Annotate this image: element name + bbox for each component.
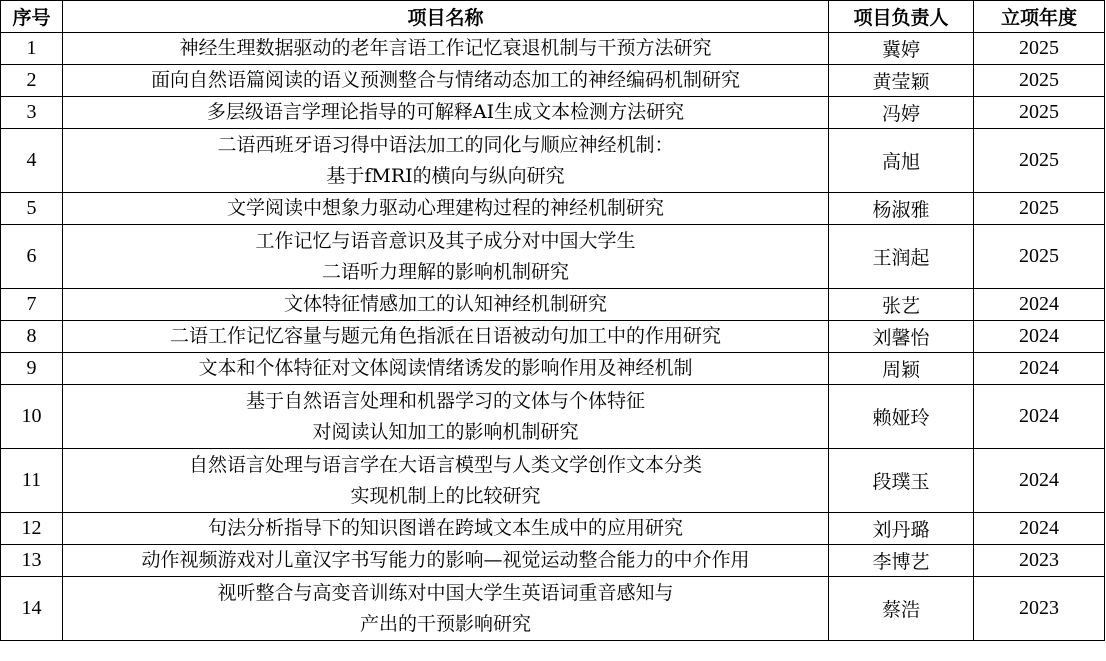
project-title-line: 神经生理数据驱动的老年言语工作记忆衰退机制与干预方法研究 bbox=[179, 37, 712, 59]
table-row bbox=[1, 129, 1105, 193]
table-row bbox=[1, 225, 1105, 289]
project-title-line: 工作记忆与语音意识及其子成分对中国大学生 bbox=[255, 229, 636, 252]
project-title bbox=[63, 193, 829, 225]
project-leader: 张艺 bbox=[829, 289, 974, 321]
project-title-line: 视听整合与高变音训练对中国大学生英语词重音感知与 bbox=[217, 581, 674, 604]
project-title bbox=[63, 289, 829, 321]
project-leader: 黄莹颖 bbox=[829, 65, 974, 97]
table-row bbox=[1, 65, 1105, 97]
table-row bbox=[1, 33, 1105, 65]
header-title: 项目名称 bbox=[63, 1, 829, 33]
project-year: 2024 bbox=[974, 353, 1105, 385]
project-title-line: 多层级语言学理论指导的可解释AI生成文本检测方法研究 bbox=[206, 101, 685, 123]
project-title-line: 二语听力理解的影响机制研究 bbox=[321, 260, 569, 283]
project-title-line: 面向自然语篇阅读的语义预测整合与情绪动态加工的神经编码机制研究 bbox=[150, 69, 740, 91]
project-year: 2023 bbox=[974, 577, 1105, 641]
project-title bbox=[63, 97, 829, 129]
row-number: 4 bbox=[1, 129, 63, 193]
project-year: 2025 bbox=[974, 33, 1105, 65]
project-title-line: 文本和个体特征对文体阅读情绪诱发的影响作用及神经机制 bbox=[198, 357, 693, 379]
project-title-line: 实现机制上的比较研究 bbox=[350, 484, 541, 507]
project-leader: 周颖 bbox=[829, 353, 974, 385]
project-leader: 杨淑雅 bbox=[829, 193, 974, 225]
row-number: 13 bbox=[1, 545, 63, 577]
row-number: 1 bbox=[1, 33, 63, 65]
project-year: 2025 bbox=[974, 97, 1105, 129]
project-title-line: 自然语言处理与语言学在大语言模型与人类文学创作文本分类 bbox=[188, 453, 702, 476]
project-title-line: 对阅读认知加工的影响机制研究 bbox=[312, 420, 579, 443]
table-row bbox=[1, 545, 1105, 577]
row-number: 11 bbox=[1, 449, 63, 513]
table-row bbox=[1, 449, 1105, 513]
project-year: 2024 bbox=[974, 513, 1105, 545]
project-leader: 刘馨怡 bbox=[829, 321, 974, 353]
project-leader: 刘丹璐 bbox=[829, 513, 974, 545]
project-leader: 蔡浩 bbox=[829, 577, 974, 641]
project-year: 2024 bbox=[974, 385, 1105, 449]
row-number: 8 bbox=[1, 321, 63, 353]
project-title-line: 二语西班牙语习得中语法加工的同化与顺应神经机制： bbox=[217, 133, 674, 156]
project-leader: 赖娅玲 bbox=[829, 385, 974, 449]
row-number: 12 bbox=[1, 513, 63, 545]
project-title bbox=[63, 513, 829, 545]
project-title bbox=[63, 353, 829, 385]
project-title bbox=[63, 129, 829, 193]
project-title bbox=[63, 577, 829, 641]
project-year: 2024 bbox=[974, 289, 1105, 321]
table-body bbox=[1, 33, 1105, 641]
project-year: 2025 bbox=[974, 193, 1105, 225]
table-row bbox=[1, 577, 1105, 641]
header-num: 序号 bbox=[1, 1, 63, 33]
project-year: 2023 bbox=[974, 545, 1105, 577]
row-number: 5 bbox=[1, 193, 63, 225]
row-number: 2 bbox=[1, 65, 63, 97]
row-number: 9 bbox=[1, 353, 63, 385]
project-title-line: 基于fMRI的横向与纵向研究 bbox=[326, 164, 565, 187]
project-leader: 李博艺 bbox=[829, 545, 974, 577]
header-year: 立项年度 bbox=[974, 1, 1105, 33]
project-title-line: 基于自然语言处理和机器学习的文体与个体特征 bbox=[245, 389, 645, 412]
table-row bbox=[1, 193, 1105, 225]
project-title bbox=[63, 545, 829, 577]
project-title-line: 二语工作记忆容量与题元角色指派在日语被动句加工中的作用研究 bbox=[169, 325, 721, 347]
project-title-line: 产出的干预影响研究 bbox=[359, 612, 531, 635]
header-row bbox=[1, 1, 1105, 33]
project-title bbox=[63, 225, 829, 289]
project-title bbox=[63, 385, 829, 449]
table-row bbox=[1, 513, 1105, 545]
project-title bbox=[63, 33, 829, 65]
project-year: 2024 bbox=[974, 449, 1105, 513]
table-row bbox=[1, 97, 1105, 129]
project-leader: 冯婷 bbox=[829, 97, 974, 129]
project-title bbox=[63, 321, 829, 353]
project-year: 2024 bbox=[974, 321, 1105, 353]
row-number: 6 bbox=[1, 225, 63, 289]
row-number: 7 bbox=[1, 289, 63, 321]
project-year: 2025 bbox=[974, 129, 1105, 193]
project-title-line: 动作视频游戏对儿童汉字书写能力的影响—视觉运动整合能力的中介作用 bbox=[141, 549, 750, 571]
row-number: 3 bbox=[1, 97, 63, 129]
project-leader: 高旭 bbox=[829, 129, 974, 193]
project-title-line: 句法分析指导下的知识图谱在跨域文本生成中的应用研究 bbox=[207, 517, 683, 539]
header-leader: 项目负责人 bbox=[829, 1, 974, 33]
project-year: 2025 bbox=[974, 225, 1105, 289]
project-leader: 段璞玉 bbox=[829, 449, 974, 513]
project-leader: 冀婷 bbox=[829, 33, 974, 65]
project-title-line: 文学阅读中想象力驱动心理建构过程的神经机制研究 bbox=[226, 197, 664, 219]
table-row bbox=[1, 353, 1105, 385]
table-row bbox=[1, 289, 1105, 321]
project-leader: 王润起 bbox=[829, 225, 974, 289]
table-row bbox=[1, 385, 1105, 449]
row-number: 14 bbox=[1, 577, 63, 641]
row-number: 10 bbox=[1, 385, 63, 449]
project-title-line: 文体特征情感加工的认知神经机制研究 bbox=[283, 293, 607, 315]
project-title bbox=[63, 449, 829, 513]
project-title bbox=[63, 65, 829, 97]
table-row bbox=[1, 321, 1105, 353]
project-year: 2025 bbox=[974, 65, 1105, 97]
